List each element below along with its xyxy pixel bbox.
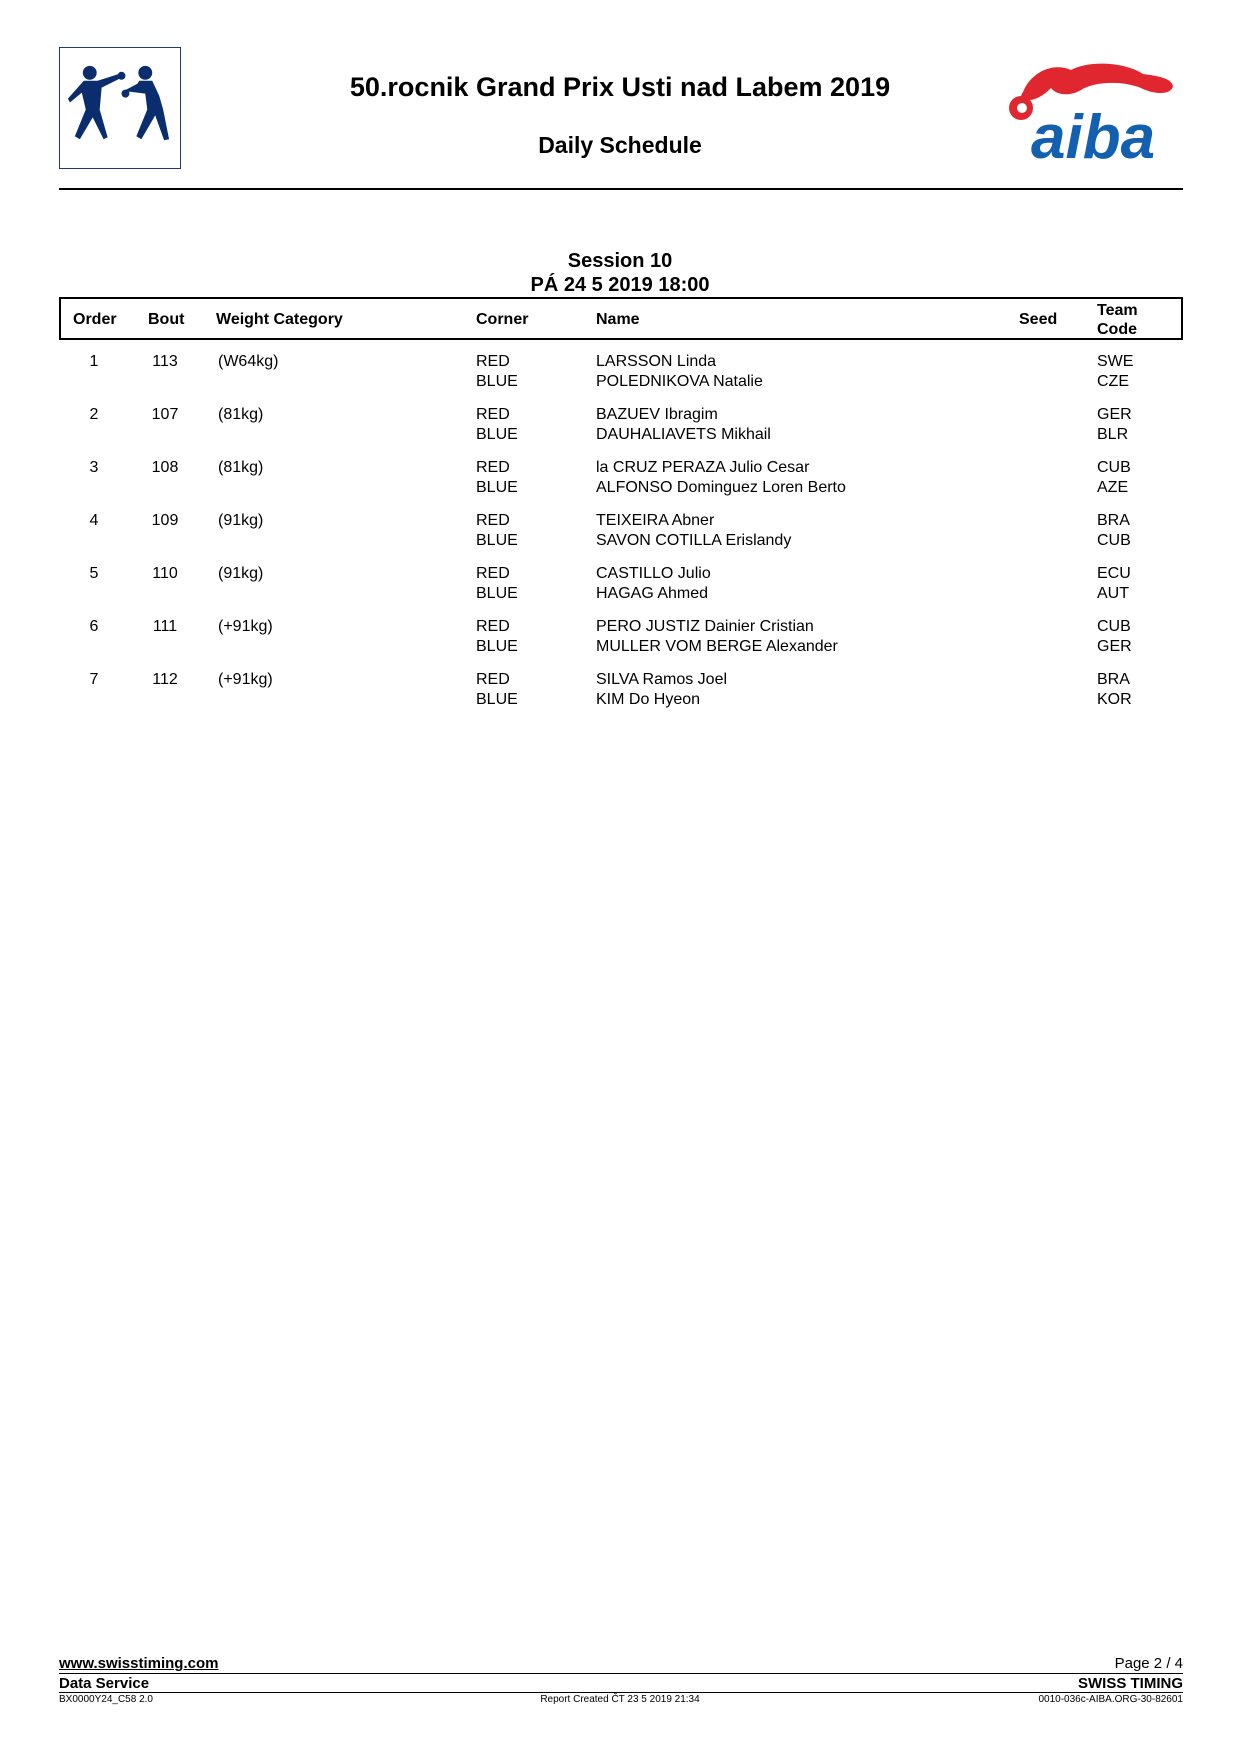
bout-number: 108 [151,459,179,476]
red-boxer-name: BAZUEV Ibragim [596,406,718,423]
blue-boxer-name: DAUHALIAVETS Mikhail [596,426,771,443]
column-header-team-code [1097,301,1138,339]
blue-boxer-name: POLEDNIKOVA Natalie [596,373,763,390]
footer-page-number: Page 2 / 4 [1114,1655,1183,1672]
blue-corner-label: BLUE [476,532,518,549]
column-header-bout: Bout [148,311,185,328]
bout-number: 111 [152,618,178,635]
bout-order: 4 [89,512,99,529]
blue-team-code: AUT [1097,585,1129,602]
bout-number: 107 [151,406,179,423]
red-boxer-name: TEIXEIRA Abner [596,512,715,529]
red-corner-label: RED [476,618,510,635]
weight-category: (91kg) [218,565,264,582]
footer-url-link[interactable]: www.swisstiming.com [59,1655,219,1672]
blue-team-code: KOR [1097,691,1132,708]
weight-category: (W64kg) [218,353,279,370]
blue-team-code: CUB [1097,532,1131,549]
bout-order: 1 [89,353,99,370]
session-title: Session 10 [567,250,673,272]
blue-corner-label: BLUE [476,479,518,496]
column-header-weight: Weight Category [216,311,343,328]
red-corner-label: RED [476,406,510,423]
blue-team-code: AZE [1097,479,1129,496]
weight-category: (+91kg) [218,671,273,688]
footer-service-label: Data Service [59,1675,150,1692]
weight-category: (81kg) [218,406,264,423]
red-boxer-name: la CRUZ PERAZA Julio Cesar [596,459,810,476]
blue-boxer-name: KIM Do Hyeon [596,691,701,708]
bout-number: 113 [152,353,178,370]
aiba-logo-text: aiba [1031,103,1156,164]
red-team-code: BRA [1097,671,1130,688]
red-corner-label: RED [476,353,510,370]
red-team-code: SWE [1097,353,1134,370]
column-header-seed: Seed [1019,311,1058,328]
bout-order: 5 [89,565,99,582]
session-date: PÁ 24 5 2019 18:00 [530,274,710,296]
blue-corner-label: BLUE [476,426,518,443]
page-title: 50.rocnik Grand Prix Usti nad Labem 2019 [349,72,891,102]
bout-order: 2 [89,406,99,423]
red-team-code: CUB [1097,618,1131,635]
weight-category: (91kg) [218,512,264,529]
bout-number: 110 [152,565,178,582]
column-header-order: Order [73,311,117,328]
bout-order: 6 [89,618,99,635]
column-header-name: Name [596,311,640,328]
weight-category: (81kg) [218,459,264,476]
blue-corner-label: BLUE [476,373,518,390]
red-corner-label: RED [476,512,510,529]
red-boxer-name: LARSSON Linda [596,353,717,370]
blue-boxer-name: ALFONSO Dominguez Loren Berto [596,479,846,496]
blue-team-code: GER [1097,638,1132,655]
aiba-logo [993,52,1183,164]
red-boxer-name: CASTILLO Julio [596,565,711,582]
footer-brand-label: SWISS TIMING [1078,1675,1183,1692]
red-corner-label: RED [476,565,510,582]
red-boxer-name: SILVA Ramos Joel [596,671,728,688]
blue-boxer-name: MULLER VOM BERGE Alexander [596,638,838,655]
header-divider [59,188,1183,190]
footer-document-code: BX0000Y24_C58 2.0 [59,1694,153,1705]
column-header-row [59,297,1183,340]
red-team-code: CUB [1097,459,1131,476]
column-header-team-line1: Team [1097,302,1138,319]
bout-order: 7 [89,671,99,688]
footer-divider-top [59,1673,1183,1674]
bout-number: 109 [151,512,179,529]
column-header-corner: Corner [476,311,529,328]
red-corner-label: RED [476,459,510,476]
red-corner-label: RED [476,671,510,688]
footer-report-created: Report Created ČT 23 5 2019 21:34 [540,1694,700,1705]
blue-boxer-name: SAVON COTILLA Erislandy [596,532,792,549]
red-team-code: BRA [1097,512,1130,529]
blue-corner-label: BLUE [476,585,518,602]
footer-divider-bottom [59,1692,1183,1693]
bout-order: 3 [89,459,99,476]
boxers-logo-icon [59,47,181,169]
blue-team-code: CZE [1097,373,1129,390]
footer-reference-code: 0010-036c-AIBA.ORG-30-82601 [1038,1694,1183,1705]
bout-number: 112 [152,671,178,688]
red-team-code: GER [1097,406,1132,423]
weight-category: (+91kg) [218,618,273,635]
column-header-team-line2: Code [1097,321,1137,338]
red-team-code: ECU [1097,565,1131,582]
blue-boxer-name: HAGAG Ahmed [596,585,709,602]
blue-corner-label: BLUE [476,638,518,655]
blue-team-code: BLR [1097,426,1129,443]
blue-corner-label: BLUE [476,691,518,708]
red-boxer-name: PERO JUSTIZ Dainier Cristian [596,618,814,635]
page-subtitle: Daily Schedule [538,132,702,158]
